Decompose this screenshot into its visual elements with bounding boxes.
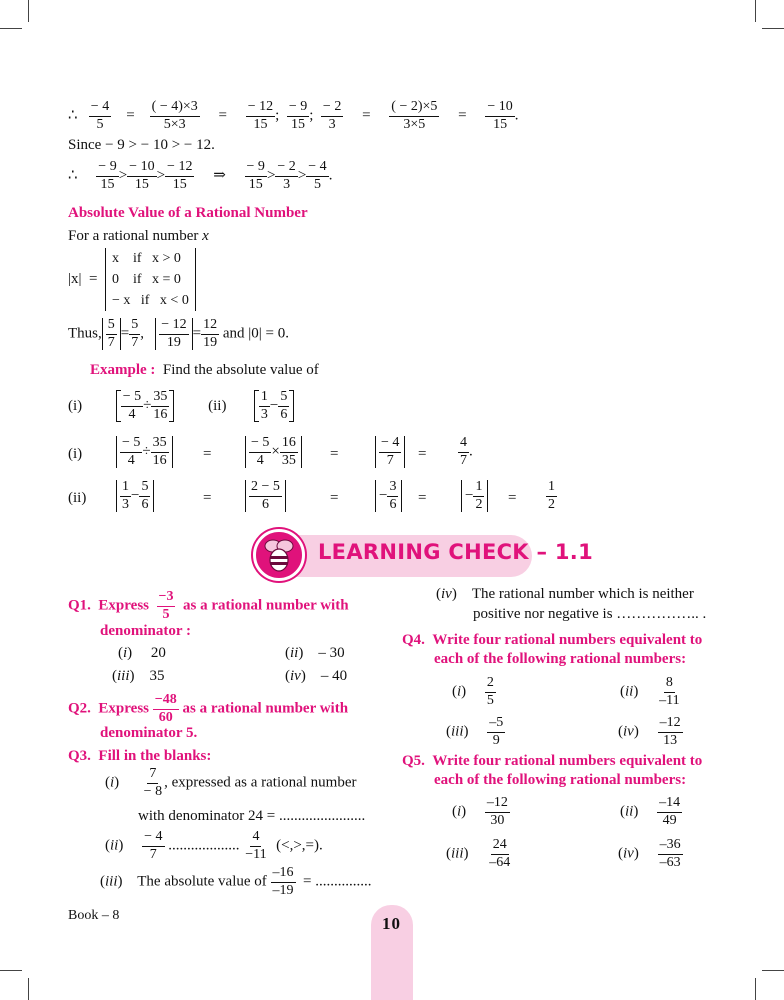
bee-icon (253, 529, 305, 581)
q5-subtext: each of the following rational numbers: (434, 772, 687, 788)
fraction: $\frac{( - 4)\times 3}{5\times 3}$ (151, 99, 198, 132)
fraction: $\frac{- 4}{5}$ (308, 159, 327, 192)
q3-item-i-line2: with denominator 24 = ....................... (138, 808, 366, 824)
fraction: $\frac{5}{7}$ (131, 317, 139, 350)
fraction: $\frac{1}{3}$ (122, 479, 129, 512)
q2-subtext: denominator 5. (100, 725, 198, 741)
fraction: $\frac{( - 2)\times 5}{3\times 5}$ (391, 99, 438, 132)
fraction: $\frac{- 12}{19}$ (161, 317, 187, 350)
crop-mark (755, 978, 756, 1000)
q1-item: (iii) 35 (112, 668, 165, 684)
page-number: 10 (382, 914, 401, 933)
q5-item: (i) $\frac{-12}{30}$ (452, 795, 508, 828)
since-line: Since − 9 > − 10 > − 12. (68, 137, 215, 153)
q4-item: (iii) $\frac{-5}{9}$ (446, 715, 504, 748)
example-line: Example : Find the absolute value of (90, 362, 319, 378)
q3-item-iv-line2: positive nor negative is …………….. . (473, 606, 707, 622)
fraction: $\frac{35}{16}$ (153, 389, 168, 422)
fraction: $\frac{- 9}{15}$ (98, 159, 117, 192)
question-1: Q1. Express $\frac{-3}{5}$ as a rational number with (68, 589, 349, 622)
comparison-line-1: ∴ $\frac{- 4}{5}$ = $\frac{( - 4)\times 3}{5\times 3}$ = $\frac{- 12}{15}$ ; $\frac{- 9}{15}$ ; $\frac{- 2}{3}$ = $\frac{( - 2)\times 5}{3\times 5}$ = $\frac{- 10}{15}$ . (68, 99, 519, 132)
fraction: $\frac{1}{2}$ (475, 479, 483, 512)
fraction: $\frac{4}{-11}$ (245, 829, 267, 862)
banner-title: LEARNING CHECK – 1.1 (318, 540, 594, 564)
q1-item: (ii) – 30 (285, 645, 345, 661)
fraction: $\frac{- 5}{4}$ (251, 435, 270, 468)
q5-item: (iii) $\frac{24}{-64}$ (446, 837, 511, 870)
q1-subtext: denominator : (100, 623, 191, 639)
q4-subtext: each of the following rational numbers: (434, 651, 687, 667)
question-4: Q4. Write four rational numbers equivalent to (402, 632, 703, 648)
fraction: $\frac{16}{35}$ (281, 435, 296, 468)
crop-mark (28, 978, 29, 1000)
thus-line: Thus, $\frac{5}{7}$ = $\frac{5}{7}$ , $\frac{- 12}{19}$ = $\frac{12}{19}$ and |0| = 0. (68, 317, 289, 350)
fraction: $\frac{- 4}{7}$ (381, 435, 400, 468)
fraction: $\frac{- 10}{15}$ (487, 99, 513, 132)
absolute-definition: |x| = x if x > 0 0 if x = 0 − x if x < 0 (68, 248, 196, 311)
fraction: $\frac{- 10}{15}$ (129, 159, 155, 192)
fraction: $\frac{4}{7}$ (460, 435, 467, 468)
fraction: $\frac{5}{7}$ (107, 317, 115, 350)
fraction: $\frac{- 5}{4}$ (122, 435, 141, 468)
fraction: $\frac{12}{19}$ (203, 317, 218, 350)
fraction: $\frac{- 4}{7}$ (144, 829, 163, 862)
crop-mark (762, 970, 784, 971)
crop-mark (28, 0, 29, 22)
fraction: $\frac{- 12}{15}$ (247, 99, 274, 132)
q1-item: (i) 20 (118, 645, 166, 661)
question-5: Q5. Write four rational numbers equivalent to (402, 753, 703, 769)
solution-ii: (ii) $\frac{1}{3}$ − $\frac{5}{6}$ = $\frac{2 - 5}{6}$ = − $\frac{3}{6}$ = − $\frac{1}{2}$ = $\frac{1}{2}$ (68, 479, 555, 512)
fraction: $\frac{2 - 5}{6}$ (251, 479, 280, 512)
fraction: $\frac{- 2}{3}$ (277, 159, 296, 192)
fraction: $\frac{-16}{-19}$ (272, 865, 294, 898)
fraction: $\frac{5}{6}$ (280, 389, 288, 422)
fraction: $\frac{35}{16}$ (152, 435, 167, 468)
comparison-line-2: ∴ $\frac{- 9}{15}$ > $\frac{- 10}{15}$ > $\frac{- 12}{15}$ ⇒ $\frac{- 9}{15}$ > $\frac{- 2}{3}$ > $\frac{- 4}{5}$ . (68, 159, 333, 192)
q4-item: (i) $\frac{2}{5}$ (452, 675, 494, 708)
q3-item-ii: (ii) $\frac{- 4}{7}$ ................... $\frac{4}{-11}$ (<,>,=). (105, 829, 323, 862)
q5-item: (iv) $\frac{-36}{-63}$ (618, 837, 681, 870)
fraction: $\frac{-3}{5}$ (158, 589, 174, 622)
question-3: Q3. Fill in the blanks: (68, 748, 212, 764)
fraction: $\frac{- 5}{4}$ (122, 389, 142, 422)
crop-mark (0, 28, 22, 29)
fraction: $\frac{3}{6}$ (389, 479, 397, 512)
crop-mark (755, 0, 756, 22)
q1-item: (iv) – 40 (285, 668, 348, 684)
fraction: $\frac{- 9}{15}$ (246, 159, 265, 192)
fraction: $\frac{1}{3}$ (260, 389, 268, 422)
fraction: $\frac{5}{6}$ (141, 479, 149, 512)
fraction: $\frac{- 9}{15}$ (288, 99, 308, 132)
fraction: $\frac{1}{2}$ (548, 479, 555, 512)
fraction: $\frac{7}{- 8}$ (143, 766, 163, 799)
q3-item-i: (i) $\frac{7}{- 8}$ , expressed as a rational number (105, 766, 357, 799)
q4-item: (ii) $\frac{8}{-11}$ (620, 675, 680, 708)
q4-item: (iv) $\frac{-12}{13}$ (618, 715, 681, 748)
fraction: $\frac{- 4}{5}$ (90, 99, 110, 132)
crop-mark (0, 970, 22, 971)
solution-i: (i) $\frac{- 5}{4}$ ÷ $\frac{35}{16}$ = $\frac{- 5}{4}$ × $\frac{16}{35}$ = $\frac{- 4}{7}$ = $\frac{4}{7}$ . (68, 435, 473, 468)
q3-item-iii: (iii) The absolute value of $\frac{-16}{-19}$ = ............... (100, 865, 372, 898)
question-2: Q2. Express $\frac{-48}{60}$ as a rational number with (68, 692, 349, 725)
intro-text: For a rational number x (68, 228, 209, 244)
q5-item: (ii) $\frac{-14}{49}$ (620, 795, 681, 828)
example-questions: (i) $\frac{- 5}{4}$ ÷ $\frac{35}{16}$ (ii) $\frac{1}{3}$ − $\frac{5}{6}$ (68, 390, 294, 422)
book-label: Book – 8 (68, 908, 120, 923)
section-heading: Absolute Value of a Rational Number (68, 205, 308, 221)
fraction: $\frac{- 2}{3}$ (322, 99, 342, 132)
fraction: $\frac{- 12}{15}$ (167, 159, 193, 192)
crop-mark (762, 28, 784, 29)
fraction: $\frac{-48}{60}$ (154, 692, 177, 725)
q3-item-iv: (iv) The rational number which is neither (436, 586, 694, 602)
